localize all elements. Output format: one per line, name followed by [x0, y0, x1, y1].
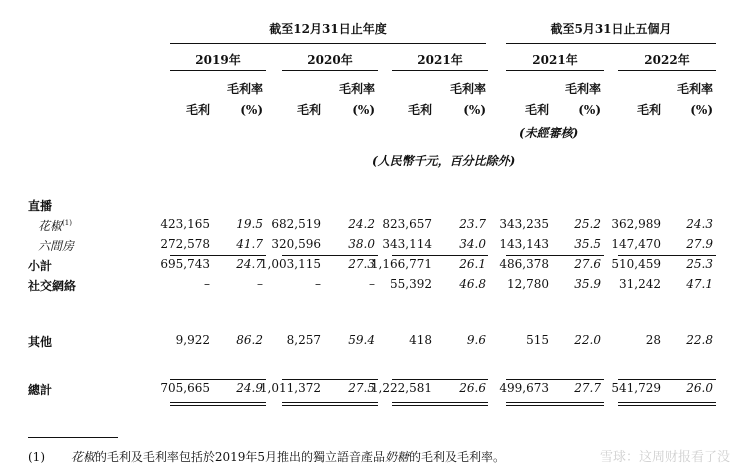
gross-margin-cell-2021-5m: 25.2	[574, 217, 601, 231]
col-margin-unit-header: (%)	[352, 103, 375, 117]
gross-profit-cell-2020: 320,596	[271, 237, 321, 251]
gross-margin-cell-2021: 46.8	[459, 277, 486, 291]
footnote-text-b: 的毛利及毛利率。	[409, 450, 506, 464]
total-double-rule	[506, 402, 604, 406]
sum-rule	[282, 255, 378, 256]
year-rule	[392, 70, 488, 71]
gross-margin-cell-2022-5m: 26.0	[686, 381, 713, 395]
col-margin-unit-header: (%)	[690, 103, 713, 117]
gross-profit-cell-2020: 1,011,372	[259, 381, 321, 395]
sum-rule	[506, 255, 604, 256]
col-gross-profit-header: 毛利	[636, 103, 661, 117]
gross-margin-cell-2022-5m: 22.8	[686, 333, 713, 347]
total-double-rule	[170, 402, 266, 406]
footnote-rule	[28, 437, 118, 438]
gross-profit-cell-2019: 695,743	[160, 257, 210, 271]
gross-profit-cell-2021-5m: 515	[526, 333, 549, 347]
gross-margin-cell-2019: 41.7	[236, 237, 263, 251]
year-rule	[506, 70, 604, 71]
units-note: (人民幣千元，百分比除外)	[372, 154, 516, 168]
gross-margin-cell-2021-5m: 27.6	[574, 257, 601, 271]
year-heading: 2022年	[644, 53, 690, 67]
col-margin-unit-header: (%)	[240, 103, 263, 117]
gross-profit-cell-2021-5m: 499,673	[499, 381, 549, 395]
col-margin-unit-header: (%)	[463, 103, 486, 117]
header-rule	[170, 43, 486, 44]
footnote-ref: (1)	[62, 219, 72, 227]
total-double-rule	[392, 402, 488, 406]
gross-margin-cell-2021-5m: 27.7	[574, 381, 601, 395]
gross-profit-cell-2021: 1,222,581	[370, 381, 432, 395]
col-margin-header: 毛利率	[564, 82, 601, 96]
gross-margin-cell-2020: 59.4	[348, 333, 375, 347]
year-heading: 2020年	[307, 53, 353, 67]
gross-profit-cell-2020: 682,519	[271, 217, 321, 231]
gross-profit-cell-2021: 1,166,771	[370, 257, 432, 271]
gross-profit-cell-2022-5m: 541,729	[611, 381, 661, 395]
year-rule	[170, 70, 266, 71]
unaudited-note: (未經審核)	[519, 126, 579, 140]
gross-margin-cell-2020: 27.3	[348, 257, 375, 271]
gross-margin-cell-2020: 38.0	[348, 237, 375, 251]
gross-profit-cell-2022-5m: 362,989	[611, 217, 661, 231]
row-label-text: 小計	[28, 259, 53, 273]
col-margin-header: 毛利率	[338, 82, 375, 96]
row-label-text: 花椒	[38, 219, 63, 233]
gross-profit-cell-2021: 55,392	[390, 277, 432, 291]
gross-profit-cell-2022-5m: 147,470	[611, 237, 661, 251]
gross-margin-cell-2022-5m: 47.1	[686, 277, 713, 291]
gross-margin-cell-2021: 34.0	[459, 237, 486, 251]
gross-margin-cell-2019: 24.7	[236, 257, 263, 271]
gross-margin-cell-2019: 86.2	[236, 333, 263, 347]
gross-margin-cell-2021: 9.6	[466, 333, 486, 347]
sum-rule	[618, 255, 716, 256]
gross-profit-cell-2021-5m: 486,378	[499, 257, 549, 271]
sum-rule	[392, 255, 488, 256]
header-rule	[506, 43, 716, 44]
row-subtotal-label	[28, 257, 52, 274]
gross-margin-cell-2021: 23.7	[459, 217, 486, 231]
gross-margin-cell-2020: –	[369, 277, 375, 291]
year-heading: 2021年	[532, 53, 578, 67]
period-five-months-heading: 截至5月31日止五個月	[550, 22, 672, 36]
year-heading: 2019年	[195, 53, 241, 67]
sum-rule	[170, 379, 266, 380]
gross-profit-cell-2019: 423,165	[160, 217, 210, 231]
gross-margin-cell-2021: 26.1	[459, 257, 486, 271]
gross-profit-cell-2019: 705,665	[160, 381, 210, 395]
row-label-text: 其他	[28, 335, 53, 349]
total-double-rule	[282, 402, 378, 406]
gross-margin-cell-2022-5m: 27.9	[686, 237, 713, 251]
total-double-rule	[618, 402, 716, 406]
period-year-end-heading: 截至12月31日止年度	[269, 22, 387, 36]
gross-margin-cell-2019: 24.9	[236, 381, 263, 395]
sum-rule	[618, 379, 716, 380]
row-6rooms-label	[38, 237, 74, 254]
footnote-marker: (1)	[28, 450, 45, 464]
row-label-text: 六間房	[38, 239, 75, 253]
year-rule	[618, 70, 716, 71]
gross-profit-cell-2021: 418	[409, 333, 432, 347]
year-rule	[282, 70, 378, 71]
footnote-brand: 花椒	[70, 450, 95, 464]
col-gross-profit-header: 毛利	[296, 103, 321, 117]
col-gross-profit-header: 毛利	[185, 103, 210, 117]
gross-profit-cell-2021: 343,114	[382, 237, 432, 251]
gross-profit-cell-2020: 1,003,115	[259, 257, 321, 271]
row-social-network-label	[28, 277, 76, 294]
gross-margin-cell-2020: 24.2	[348, 217, 375, 231]
gross-profit-cell-2019: 272,578	[160, 237, 210, 251]
gross-profit-cell-2019: –	[204, 277, 210, 291]
gross-profit-cell-2020: –	[315, 277, 321, 291]
sum-rule	[170, 255, 266, 256]
gross-margin-cell-2019: –	[257, 277, 263, 291]
gross-profit-cell-2022-5m: 510,459	[611, 257, 661, 271]
gross-profit-cell-2022-5m: 28	[645, 333, 661, 347]
gross-margin-cell-2020: 27.5	[348, 381, 375, 395]
col-margin-header: 毛利率	[676, 82, 713, 96]
row-label-text: 社交網絡	[28, 279, 77, 293]
gross-profit-cell-2021-5m: 12,780	[507, 277, 549, 291]
footnote-text-a: 的毛利及毛利率包括於2019年5月推出的獨立語音產品	[94, 450, 386, 464]
row-huajiao-label	[38, 217, 72, 234]
gross-margin-cell-2021-5m: 35.9	[574, 277, 601, 291]
row-label-text: 直播	[28, 199, 53, 213]
sum-rule	[392, 379, 488, 380]
gross-margin-cell-2019: 19.5	[236, 217, 263, 231]
gross-margin-cell-2021: 26.6	[459, 381, 486, 395]
footnote	[28, 448, 505, 465]
sum-rule	[282, 379, 378, 380]
col-margin-header: 毛利率	[449, 82, 486, 96]
year-heading: 2021年	[417, 53, 463, 67]
gross-margin-cell-2022-5m: 25.3	[686, 257, 713, 271]
gross-profit-cell-2022-5m: 31,242	[619, 277, 661, 291]
gross-margin-cell-2022-5m: 24.3	[686, 217, 713, 231]
gross-profit-cell-2021: 823,657	[382, 217, 432, 231]
row-total-label	[28, 381, 52, 398]
col-margin-header: 毛利率	[226, 82, 263, 96]
gross-margin-cell-2021-5m: 35.5	[574, 237, 601, 251]
gross-profit-cell-2021-5m: 143,143	[499, 237, 549, 251]
gross-profit-cell-2019: 9,922	[175, 333, 210, 347]
gross-profit-cell-2021-5m: 343,235	[499, 217, 549, 231]
row-live-streaming-label	[28, 197, 52, 214]
footnote-product: 奶糖	[385, 450, 410, 464]
row-others-label	[28, 333, 52, 350]
row-label-text: 總計	[28, 383, 53, 397]
gross-margin-cell-2021-5m: 22.0	[574, 333, 601, 347]
col-margin-unit-header: (%)	[578, 103, 601, 117]
gross-profit-cell-2020: 8,257	[286, 333, 321, 347]
col-gross-profit-header: 毛利	[407, 103, 432, 117]
col-gross-profit-header: 毛利	[524, 103, 549, 117]
watermark-text: 雪球：这周财报看了没	[600, 450, 731, 465]
sum-rule	[506, 379, 604, 380]
